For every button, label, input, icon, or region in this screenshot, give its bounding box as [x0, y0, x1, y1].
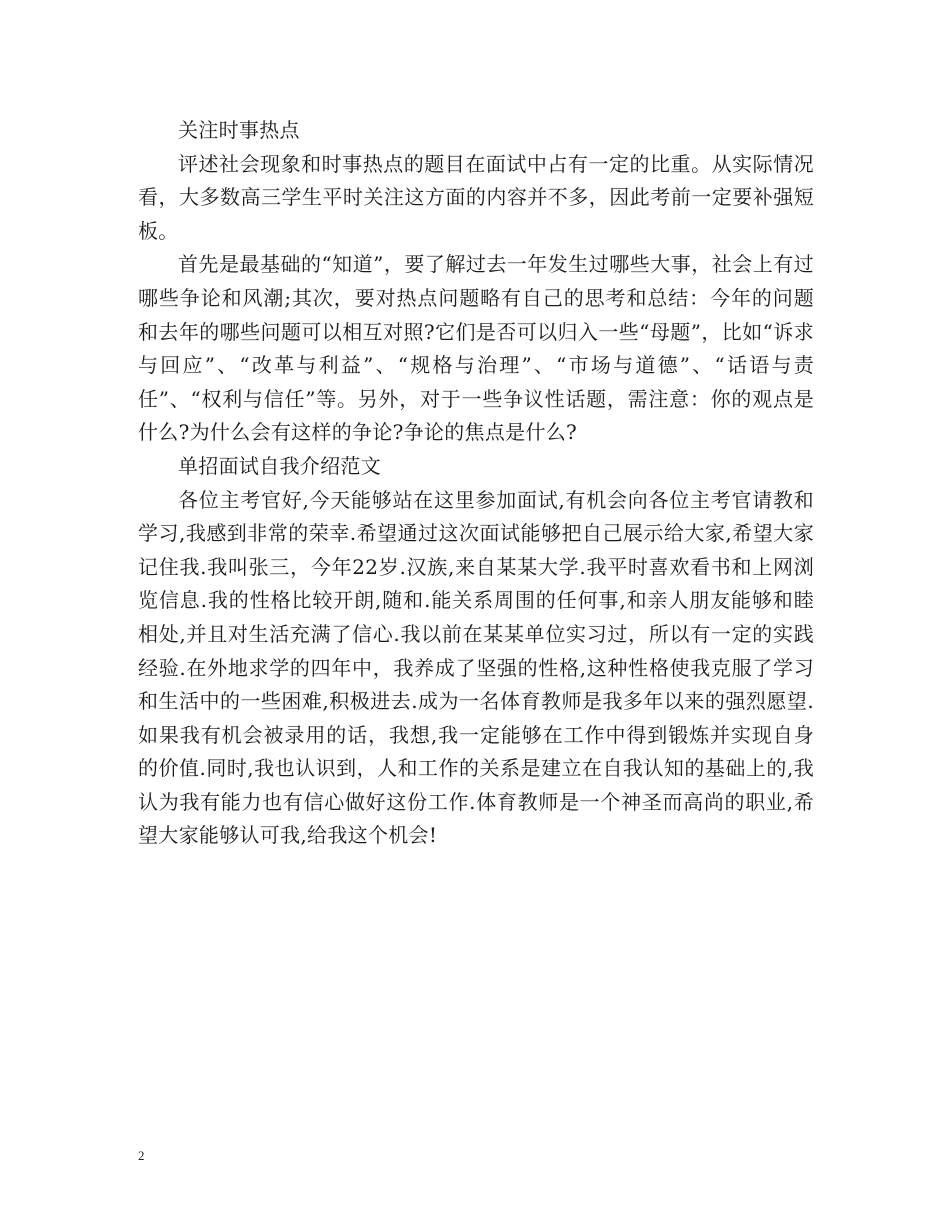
- document-body: [138, 114, 814, 853]
- page-number: 2: [138, 1148, 145, 1163]
- section-heading-self-introduction: 单招面试自我介绍范文: [178, 453, 381, 478]
- paragraph-hot-topics: 首先是最基础的“知道”，要了解过去一年发生过哪些大事，社会上有过哪些争论和风潮;其次，要对热点问题略有自己的思考和总结：今年的问题和去年的哪些问题可以相互对照?它们是否可以归入一些“母题”，比如“诉求与回应”、“改革与利益”、“规格与治理”、“市场与道德”、“话语与责任”、“权利与信任”等。另外，对于一些争议性话题，需注意：你的观点是什么?为什么会有这样的争论?争论的焦点是什么?: [138, 252, 814, 445]
- section-heading-current-affairs: 关注时事热点: [178, 118, 300, 142]
- paragraph-intro: 评述社会现象和时事热点的题目在面试中占有一定的比重。从实际情况看，大多数高三学生平时关注这方面的内容并不多，因此考前一定要补强短板。: [138, 151, 814, 243]
- paragraph-self-introduction: 各位主考官好,今天能够站在这里参加面试,有机会向各位主考官请教和学习,我感到非常的荣幸.希望通过这次面试能够把自己展示给大家,希望大家记住我.我叫张三，今年22岁.汉族,来自某某大学.我平时喜欢看书和上网浏览信息.我的性格比较开朗,随和.能关系周围的任何事,和亲人朋友能够和睦相处,并且对生活充满了信心.我以前在某某单位实习过，所以有一定的实践经验.在外地求学的四年中，我养成了坚强的性格,这种性格使我克服了学习和生活中的一些困难,积极进去.成为一名体育教师是我多年以来的强烈愿望.如果我有机会被录用的话，我想,我一定能够在工作中得到锻炼并实现自身的价值.同时,我也认识到，人和工作的关系是建立在自我认知的基础上的,我认为我有能力也有信心做好这份工作.体育教师是一个神圣而高尚的职业,希望大家能够认可我,给我这个机会!: [138, 487, 814, 848]
